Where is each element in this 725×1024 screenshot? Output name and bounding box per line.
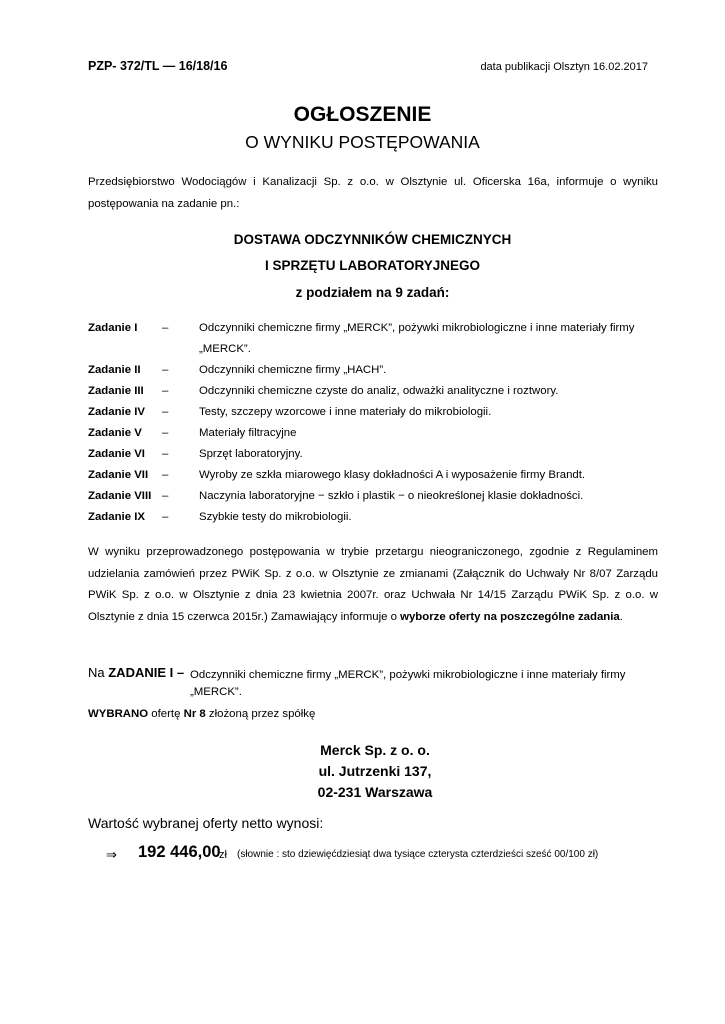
task-name: Zadanie I xyxy=(88,322,138,334)
chosen-mid: ofertę xyxy=(148,708,184,720)
result-end: . xyxy=(619,610,623,623)
award-task-description: Odczynniki chemiczne firmy „MERCK”, pożywki mikrobiologiczne i inne materiały firmy „MERCK”. xyxy=(190,669,626,698)
task-description: Wyroby ze szkła miarowego klasy dokładności A i wyposażenie firmy Brandt. xyxy=(199,469,586,481)
chosen-end: złożoną przez spółkę xyxy=(205,708,316,720)
task-description: Materiały filtracyjne xyxy=(199,427,297,439)
task-dash: – xyxy=(162,490,169,502)
amount-in-words: (słownie : sto dziewięćdziesiąt dwa tysiące czterysta czterdzieści sześć 00/100 zł) xyxy=(237,849,599,860)
task-description: Sprzęt laboratoryjny. xyxy=(199,448,303,460)
task-dash: – xyxy=(162,406,169,418)
result-bold-text: wyborze oferty na poszczególne zadania xyxy=(400,610,620,623)
result-paragraph xyxy=(88,542,658,628)
task-dash: – xyxy=(162,448,169,460)
page-subtitle: O WYNIKU POSTĘPOWANIA xyxy=(245,132,480,152)
task-name: Zadanie II xyxy=(88,364,141,376)
task-name: Zadanie VI xyxy=(88,448,145,460)
task-description: Odczynniki chemiczne czyste do analiz, odważki analityczne i roztwory. xyxy=(199,385,559,397)
task-dash: – xyxy=(162,469,169,481)
chosen-label: WYBRANO xyxy=(88,708,149,720)
winner-company xyxy=(0,740,725,803)
subject-line-3: z podziałem na 9 zadań: xyxy=(295,285,450,300)
reference-number: PZP- 372/TL — 16/18/16 xyxy=(88,59,228,73)
task-name: Zadanie VIII xyxy=(88,490,152,502)
arrow-right-icon: ⇒ xyxy=(106,847,117,862)
task-name: Zadanie V xyxy=(88,427,142,439)
task-description: Odczynniki chemiczne firmy „HACH”. xyxy=(199,364,387,376)
offer-number: Nr 8 xyxy=(183,708,206,720)
task-description: Naczynia laboratoryjne − szkło i plastik − o nieokreślonej klasie dokładności. xyxy=(199,490,584,502)
task-description: Odczynniki chemiczne firmy „MERCK”, pożywki mikrobiologiczne i inne materiały firmy „MERCK”. xyxy=(199,322,635,355)
task-name: Zadanie III xyxy=(88,385,144,397)
award-task-label: ZADANIE I – xyxy=(108,665,185,680)
intro-paragraph: Przedsiębiorstwo Wodociągów i Kanalizacji Sp. z o.o. w Olsztynie ul. Oficerska 16a, informuje o wyniku postępowania na zadanie pn.: xyxy=(88,176,658,210)
task-dash: – xyxy=(162,427,169,439)
company-city: 02-231 Warszawa xyxy=(317,784,433,800)
page-title: OGŁOSZENIE xyxy=(293,103,432,126)
currency-label: zł xyxy=(219,849,227,861)
offer-amount: 192 446,00 xyxy=(138,843,221,861)
task-dash: – xyxy=(162,322,169,334)
task-name: Zadanie VII xyxy=(88,469,149,481)
company-name: Merck Sp. z o. o. xyxy=(320,742,430,758)
task-description: Testy, szczepy wzorcowe i inne materiały do mikrobiologii. xyxy=(199,406,492,418)
award-prefix: Na xyxy=(88,665,109,680)
result-text: W wyniku przeprowadzonego postępowania w trybie przetargu nieograniczonego, zgodnie z Regulaminem udzielania zamówień przez PWiK Sp. z o.o. w Olsztynie ze zmianami (Załącznik do Uchwały Nr 8/07 Zarządu PWiK Sp. z o.o. w Olsztynie z dnia 23 kwietnia 2007r. oraz Uchwała Nr 14/15 Zarządu PWiK Sp. z o.o. w Olsztynie z dnia 15 czerwca 2015r.) Zamawiający informuje o xyxy=(88,546,658,623)
chosen-offer-line xyxy=(88,708,315,720)
task-dash: – xyxy=(162,364,169,376)
task-dash: – xyxy=(162,385,169,397)
subject-line-1: DOSTAWA ODCZYNNIKÓW CHEMICZNYCH xyxy=(233,232,512,247)
value-label: Wartość wybranej oferty netto wynosi: xyxy=(88,815,324,831)
task-name: Zadanie IV xyxy=(88,406,145,418)
award-task-heading xyxy=(88,665,184,680)
task-description: Szybkie testy do mikrobiologii. xyxy=(199,511,352,523)
company-street: ul. Jutrzenki 137, xyxy=(318,763,432,779)
publication-date: data publikacji Olsztyn 16.02.2017 xyxy=(480,61,648,73)
subject-line-2: I SPRZĘTU LABORATORYJNEGO xyxy=(264,258,481,273)
task-name: Zadanie IX xyxy=(88,511,145,523)
task-dash: – xyxy=(162,511,169,523)
